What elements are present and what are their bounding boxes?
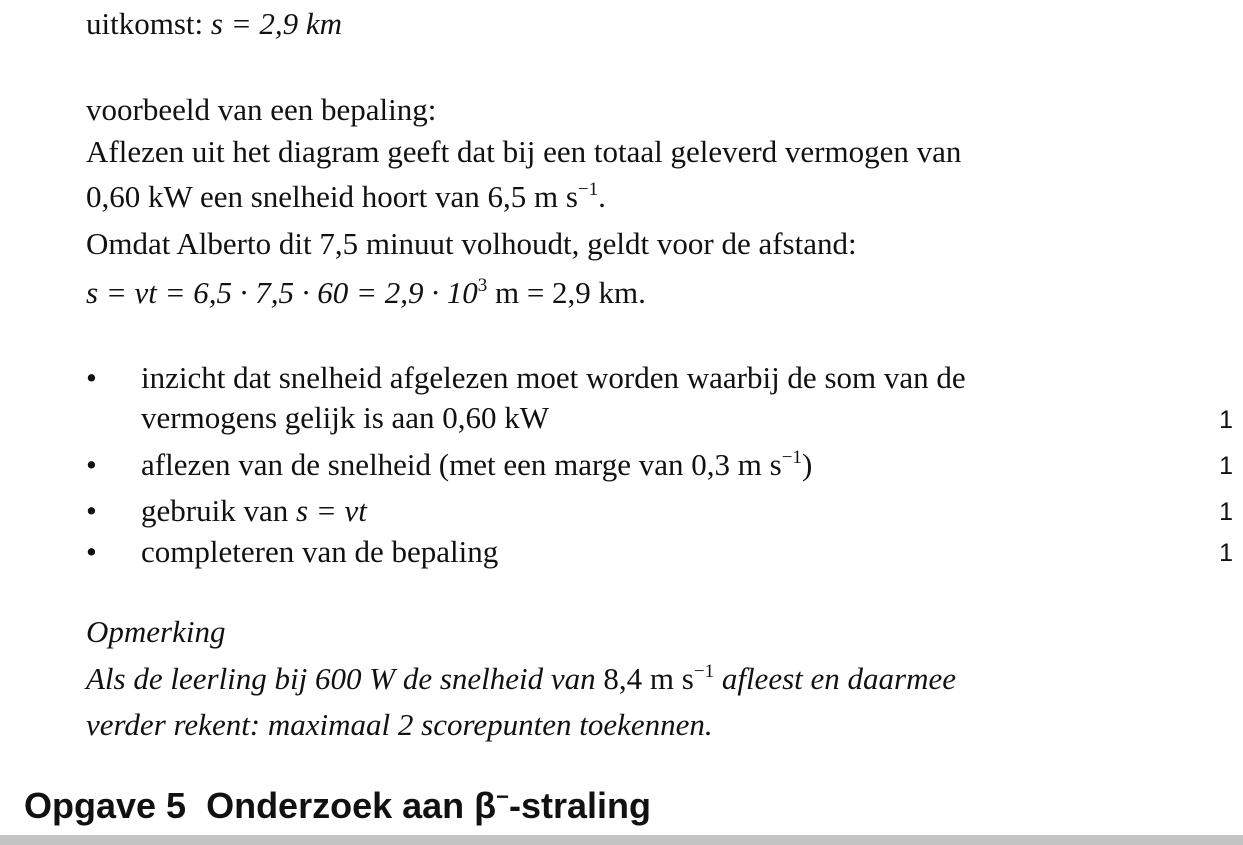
example-line-4 <box>86 275 646 311</box>
bullet-1: • <box>86 360 97 395</box>
answer-label: uitkomst: <box>86 6 204 41</box>
scoring-item-2-exp: −1 <box>781 447 802 468</box>
scoring-item-2-points: 1 <box>1219 452 1233 480</box>
example-intro: voorbeeld van een bepaling: <box>86 92 437 127</box>
example-formula: s = vt = 6,5 · 7,5 · 60 = 2,9 · 10 <box>86 275 478 310</box>
example-formula-exp: 3 <box>477 275 488 296</box>
section-heading <box>24 785 651 827</box>
remark-title: Opmerking <box>86 614 226 649</box>
section-title-b: -straling <box>509 785 652 826</box>
example-line-1: Aflezen uit het diagram geeft dat bij een totaal geleverd vermogen van <box>86 134 962 169</box>
remark-line-1 <box>86 661 956 697</box>
example-line-2-end: . <box>598 179 606 214</box>
scoring-item-2-value: 0,3 m s <box>691 447 782 482</box>
example-line-2 <box>86 179 606 215</box>
scoring-item-3 <box>141 493 367 529</box>
remark-line-1-b: afleest en daarmee <box>721 661 956 696</box>
answer-line <box>86 6 342 42</box>
remark-line-1-value: 8,4 m s <box>603 661 694 696</box>
remark-line-2: verder rekent: maximaal 2 scorepunten toekennen. <box>86 707 713 742</box>
section-label: Opgave 5 <box>24 785 187 826</box>
answer-formula: s = 2,9 km <box>210 6 343 41</box>
scoring-item-4-text: completeren van de bepaling <box>141 534 499 569</box>
scoring-item-2-text: aflezen van de snelheid (met een marge van <box>141 447 684 482</box>
example-line-2-text: 0,60 kW een snelheid hoort van <box>86 179 480 214</box>
scoring-item-3-points: 1 <box>1219 498 1233 526</box>
example-formula-end: m = 2,9 km. <box>487 275 646 310</box>
section-title-exp: − <box>496 784 509 809</box>
scoring-item-2-end: ) <box>801 447 813 482</box>
bullet-4: • <box>86 534 97 569</box>
example-line-2-exp: −1 <box>577 179 599 200</box>
scoring-item-3-formula: s = vt <box>295 493 367 528</box>
example-line-3: Omdat Alberto dit 7,5 minuut volhoudt, geldt voor de afstand: <box>86 226 857 261</box>
scoring-item-4-points: 1 <box>1219 539 1233 567</box>
remark-line-1-a: Als de leerling bij 600 W de snelheid van <box>86 661 596 696</box>
bullet-3: • <box>86 493 97 528</box>
bullet-2: • <box>86 447 97 482</box>
example-line-2-value: 6,5 m s <box>487 179 578 214</box>
section-title-a: Onderzoek aan β <box>206 785 497 826</box>
scoring-item-1-line-2: vermogens gelijk is aan 0,60 kW <box>141 400 550 435</box>
scoring-item-3-text: gebruik van <box>141 493 289 528</box>
scoring-item-1-line-1: inzicht dat snelheid afgelezen moet worden waarbij de som van de <box>141 360 966 395</box>
remark-line-1-exp: −1 <box>693 661 715 682</box>
footer-bar <box>0 835 1243 845</box>
scoring-item-2 <box>141 447 812 483</box>
scoring-item-1-points: 1 <box>1219 406 1233 434</box>
